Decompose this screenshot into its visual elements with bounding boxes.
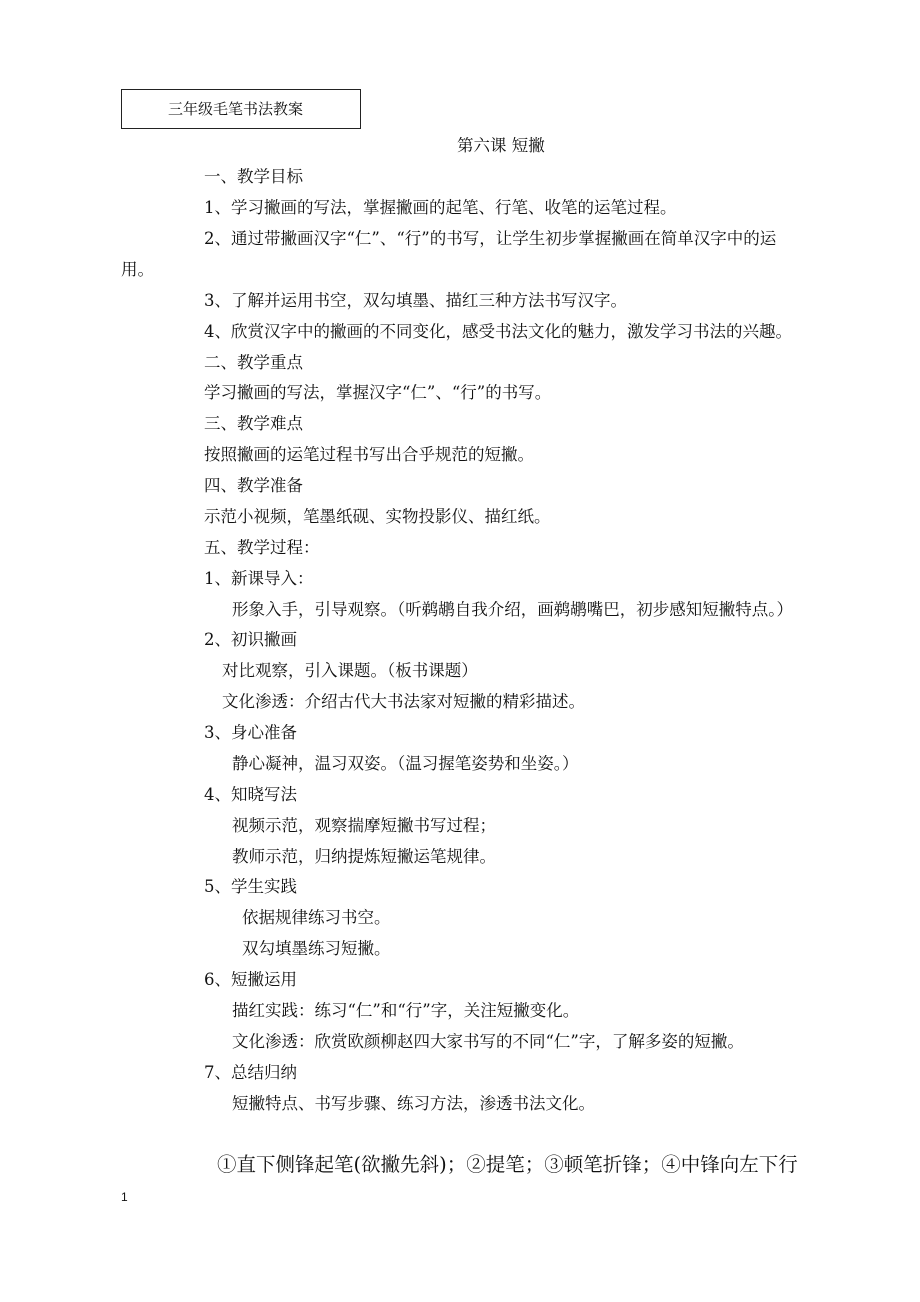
step-1-detail: 形象入手，引导观察。（听鹈鹕自我介绍，画鹈鹕嘴巴，初步感知短撇特点。） — [232, 600, 793, 619]
step-7: 7、总结归纳 — [204, 1063, 297, 1082]
stroke-steps: ①直下侧锋起笔(欲撇先斜)；②提笔；③顿笔折锋；④中锋向左下行 — [217, 1153, 798, 1176]
goal-1: 1、学习撇画的写法，掌握撇画的起笔、行笔、收笔的运笔过程。 — [204, 198, 677, 217]
step-3-detail: 静心凝神，温习双姿。（温习握笔姿势和坐姿。） — [232, 754, 579, 773]
section-heading-goals: 一、教学目标 — [204, 167, 303, 186]
step-6: 6、短撇运用 — [204, 970, 297, 989]
section-heading-key: 二、教学重点 — [204, 353, 303, 372]
goal-2: 2、通过带撇画汉字“仁”、“行”的书写，让学生初步掌握撇画在简单汉字中的运 — [204, 229, 777, 248]
step-2-detail-b: 文化渗透：介绍古代大书法家对短撇的精彩描述。 — [222, 692, 585, 711]
difficulty: 按照撇画的运笔过程书写出合乎规范的短撇。 — [204, 445, 534, 464]
step-7-detail: 短撇特点、书写步骤、练习方法，渗透书法文化。 — [232, 1094, 595, 1113]
goal-4: 4、欣赏汉字中的撇画的不同变化，感受书法文化的魅力，激发学习书法的兴趣。 — [204, 322, 792, 341]
step-3: 3、身心准备 — [204, 723, 297, 742]
step-4: 4、知晓写法 — [204, 785, 297, 804]
step-5-detail-b: 双勾填墨练习短撇。 — [242, 939, 391, 958]
section-heading-difficulty: 三、教学难点 — [204, 414, 303, 433]
page-number: 1 — [121, 1190, 128, 1204]
step-2-detail-a: 对比观察，引入课题。（板书课题） — [222, 661, 478, 680]
goal-2-cont: 用。 — [121, 260, 154, 279]
step-6-detail-b: 文化渗透：欣赏欧颜柳赵四大家书写的不同“仁”字，了解多姿的短撇。 — [232, 1032, 744, 1051]
step-4-detail-b: 教师示范，归纳提炼短撇运笔规律。 — [232, 847, 496, 866]
step-2: 2、初识撇画 — [204, 630, 297, 649]
header-box: 三年级毛笔书法教案 — [121, 89, 361, 129]
preparation: 示范小视频，笔墨纸砚、实物投影仪、描红纸。 — [204, 507, 551, 526]
step-4-detail-a: 视频示范，观察揣摩短撇书写过程； — [232, 816, 496, 835]
step-6-detail-a: 描红实践：练习“仁”和“行”字，关注短撇变化。 — [232, 1001, 580, 1020]
step-5-detail-a: 依据规律练习书空。 — [242, 908, 391, 927]
key-point: 学习撇画的写法，掌握汉字“仁”、“行”的书写。 — [204, 383, 552, 402]
section-heading-prep: 四、教学准备 — [204, 476, 303, 495]
section-heading-process: 五、教学过程： — [204, 538, 320, 557]
step-1: 1、新课导入： — [204, 569, 314, 588]
lesson-title: 第六课 短撇 — [457, 136, 545, 155]
goal-3: 3、了解并运用书空，双勾填墨、描红三种方法书写汉字。 — [204, 291, 627, 310]
step-5: 5、学生实践 — [204, 877, 297, 896]
